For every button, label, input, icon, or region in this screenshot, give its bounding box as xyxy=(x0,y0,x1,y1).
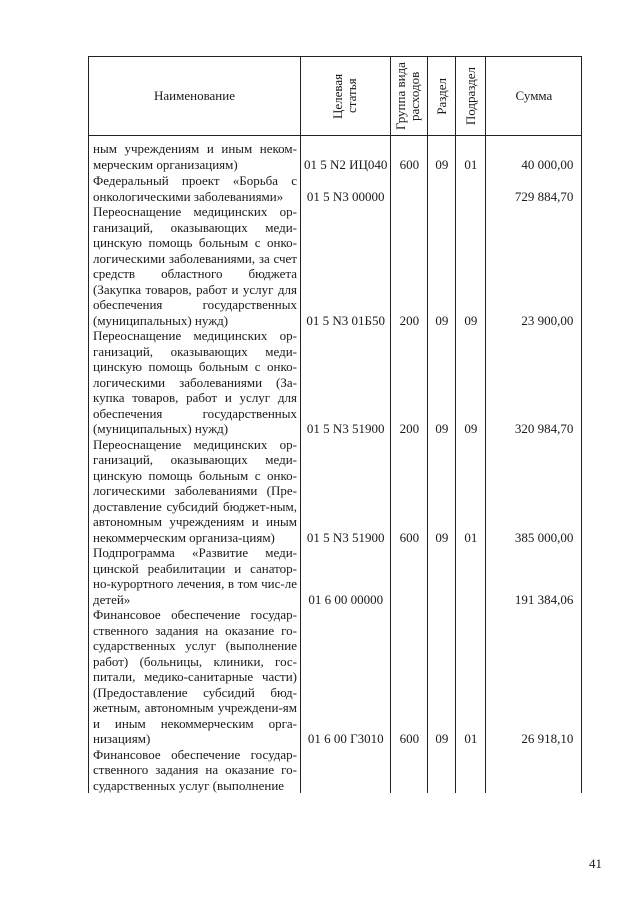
row-code: 01 5 N3 00000 xyxy=(301,172,391,204)
row-code: 01 6 00 00000 xyxy=(301,545,391,607)
table-row xyxy=(89,136,582,173)
row-section xyxy=(428,172,456,204)
page-number: 41 xyxy=(589,856,602,871)
row-section: 09 xyxy=(428,437,456,546)
row-amount: 385 000,00 xyxy=(486,437,582,546)
table-header-row xyxy=(89,57,582,136)
header-name: Наименование xyxy=(89,57,301,136)
row-section: 09 xyxy=(428,136,456,173)
row-group: 600 xyxy=(391,136,428,173)
table-row xyxy=(89,172,582,204)
row-amount xyxy=(486,747,582,794)
row-subsection: 01 xyxy=(456,607,486,747)
row-name: Финансовое обеспечение государ-ственного задания на оказание го-сударственных услуг (выполнение xyxy=(89,747,301,794)
budget-table xyxy=(88,56,582,793)
row-subsection: 09 xyxy=(456,204,486,328)
table-row xyxy=(89,204,582,328)
row-section: 09 xyxy=(428,328,456,437)
row-group xyxy=(391,747,428,794)
row-amount: 40 000,00 xyxy=(486,136,582,173)
row-code: 01 5 N2 ИЦ040 xyxy=(301,136,391,173)
table-row xyxy=(89,545,582,607)
row-subsection: 09 xyxy=(456,328,486,437)
row-group xyxy=(391,545,428,607)
row-code: 01 5 N3 01Б50 xyxy=(301,204,391,328)
row-section xyxy=(428,545,456,607)
table-row xyxy=(89,328,582,437)
header-expense-group: Группа вида расходов xyxy=(391,57,428,136)
row-group: 200 xyxy=(391,204,428,328)
row-amount: 320 984,70 xyxy=(486,328,582,437)
row-name: ным учреждениям и иным неком-мерческим организациям) xyxy=(89,136,301,173)
row-name: Переоснащение медицинских ор-ганизаций, оказывающих меди-цинскую помощь больным с онко-логическими заболеваниями (Пре-доставление субсидий бюджет-ным, автономным учреждениям и иным некоммерческим организа-циям) xyxy=(89,437,301,546)
row-group: 600 xyxy=(391,437,428,546)
row-amount: 26 918,10 xyxy=(486,607,582,747)
header-section: Раздел xyxy=(428,57,456,136)
row-name: Финансовое обеспечение государ-ственного задания на оказание го-сударственных услуг (выполнение работ) (больницы, клиники, гос-питали, медико-санитарные части) (Предоставление субсидий бюд-жетным, автономным учреждени-ям и иным некоммерческим орга-низациям) xyxy=(89,607,301,747)
row-group: 600 xyxy=(391,607,428,747)
row-amount: 191 384,06 xyxy=(486,545,582,607)
row-code: 01 5 N3 51900 xyxy=(301,437,391,546)
row-amount: 23 900,00 xyxy=(486,204,582,328)
row-name: Переоснащение медицинских ор-ганизаций, оказывающих меди-цинскую помощь больным с онко-логическими заболеваниями (За-купка товаров, работ и услуг для обеспечения государственных (муниципальных) нужд) xyxy=(89,328,301,437)
row-section: 09 xyxy=(428,204,456,328)
row-name: Подпрограмма «Развитие меди-цинской реабилитации и санатор-но-курортного лечения, в том чис-ле детей» xyxy=(89,545,301,607)
row-subsection xyxy=(456,172,486,204)
row-code: 01 6 00 Г3010 xyxy=(301,607,391,747)
row-code xyxy=(301,747,391,794)
row-section xyxy=(428,747,456,794)
row-subsection: 01 xyxy=(456,136,486,173)
row-group xyxy=(391,172,428,204)
row-name: Федеральный проект «Борьба с онкологическими заболеваниями» xyxy=(89,172,301,204)
table-row xyxy=(89,607,582,747)
row-subsection: 01 xyxy=(456,437,486,546)
header-subsection: Подраздел xyxy=(456,57,486,136)
row-section: 09 xyxy=(428,607,456,747)
row-subsection xyxy=(456,545,486,607)
row-code: 01 5 N3 51900 xyxy=(301,328,391,437)
header-amount: Сумма xyxy=(486,57,582,136)
row-group: 200 xyxy=(391,328,428,437)
table-row xyxy=(89,437,582,546)
row-subsection xyxy=(456,747,486,794)
header-code: Целевая статья xyxy=(301,57,391,136)
row-name: Переоснащение медицинских ор-ганизаций, оказывающих меди-цинскую помощь больным с онко-логическими заболеваниями, за счет средств областного бюджета (Закупка товаров, работ и услуг для обеспечения государственных (муниципальных) нужд) xyxy=(89,204,301,328)
row-amount: 729 884,70 xyxy=(486,172,582,204)
table-row xyxy=(89,747,582,794)
